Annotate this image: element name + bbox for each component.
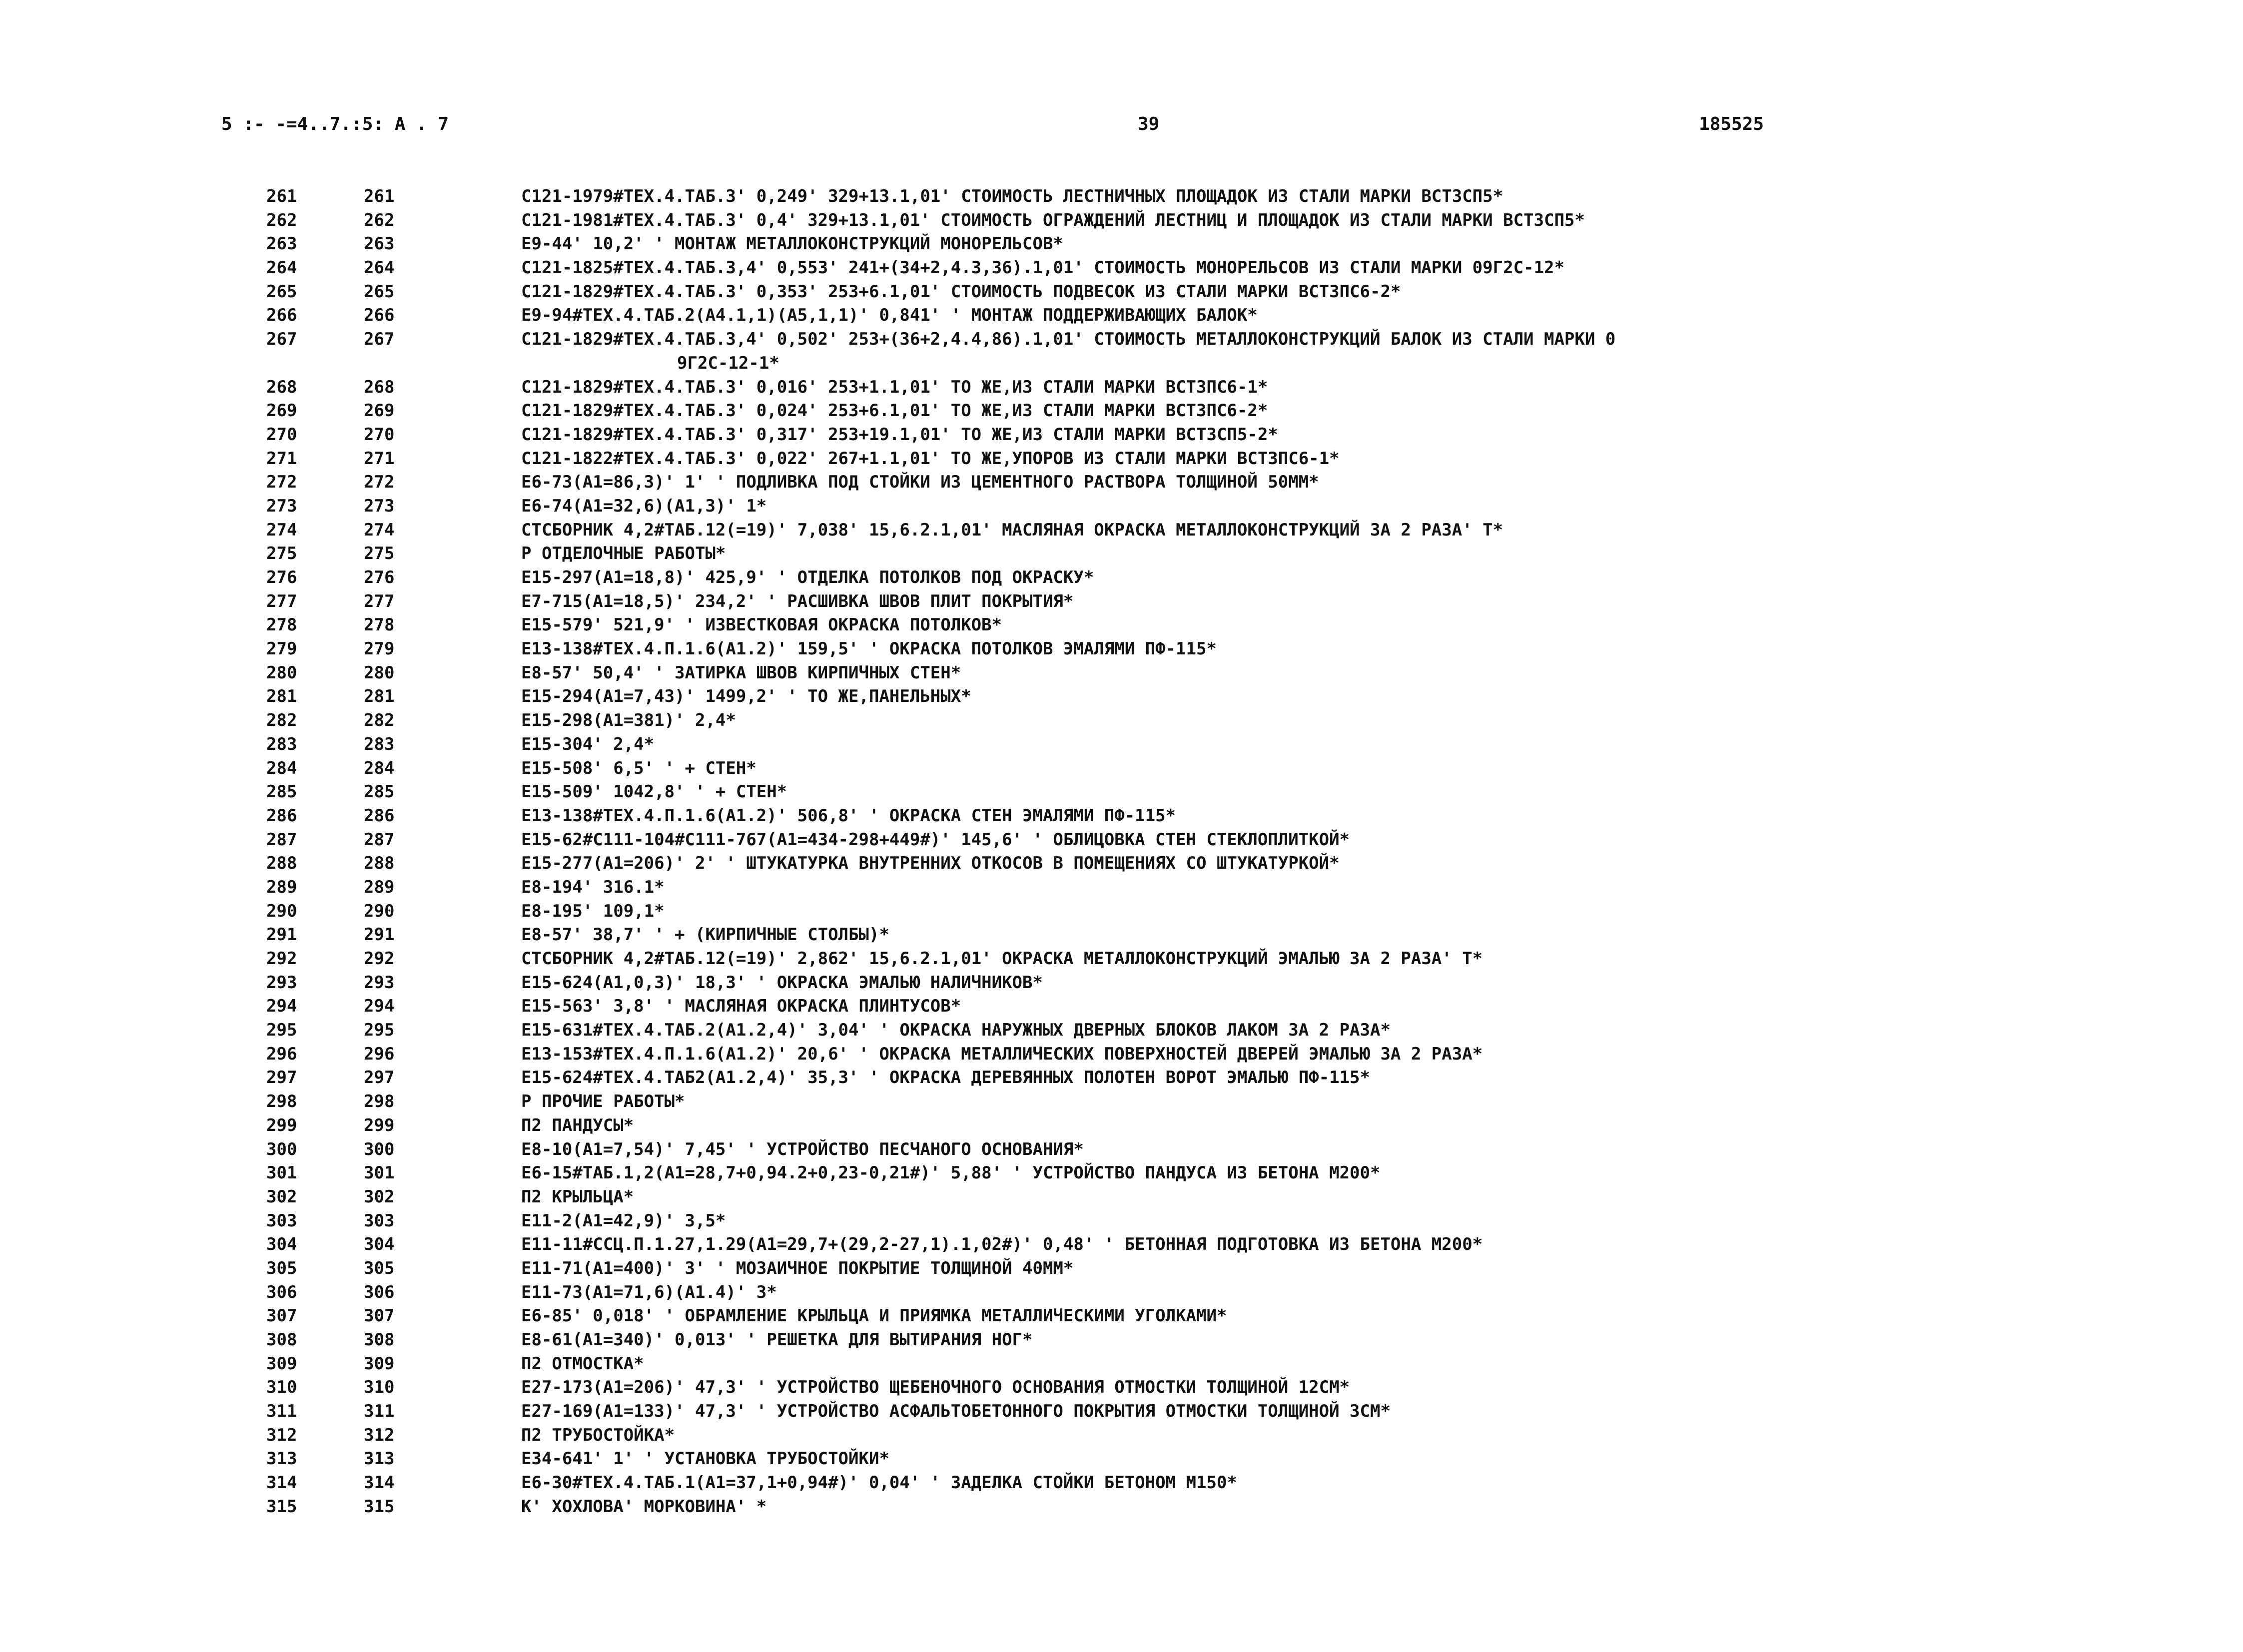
row-line-number: 265 [364,281,395,302]
listing-row [0,1495,2243,1519]
listing-row [0,661,2243,685]
row-code-text: E13-138#TEX.4.П.1.6(A1.2)' 506,8' ' OKPACKA CTEH ЭMAЛЯMИ ПФ-115* [521,805,1176,826]
row-line-number: 286 [364,805,395,826]
row-number: 274 [266,520,297,540]
row-number: 302 [266,1186,297,1207]
row-code-text: C121-1822#TEX.4.TAБ.3' 0,022' 267+1.1,01' TO ЖE,УПOPOB ИЗ CTAЛИ MAPKИ BCT3ПC6-1* [521,448,1340,469]
row-code-text: E27-169(A1=133)' 47,3' ' УCTPOЙCTBO ACФAЛЬTOБETOHHOГO ПOKPЫTИЯ OTMOCTKИ TOЛЩИHOЙ 3CM* [521,1401,1391,1422]
row-code-text: E11-11#CCЦ.П.1.27,1.29(A1=29,7+(29,2-27,1).1,02#)' 0,48' ' БETOHHAЯ ПOДГOTOBKA ИЗ БETOHA M200* [521,1234,1483,1255]
row-code-text: CTCБOPHИK 4,2#TAБ.12(=19)' 7,038' 15,6.2.1,01' MACЛЯHAЯ OKPACKA METAЛЛOKOHCTPУKЦИЙ ЗA 2 PAЗA' T* [521,520,1503,540]
row-line-number: 290 [364,901,395,921]
row-line-number: 315 [364,1496,395,1517]
row-line-number: 268 [364,377,395,397]
page-number: 39 [1138,114,1160,134]
row-line-number: 272 [364,472,395,493]
listing-row [0,185,2243,209]
listing-row [0,876,2243,900]
row-code-text: C121-1829#TEX.4.TAБ.3,4' 0,502' 253+(36+2,4.4,86).1,01' CTOИMOCTЬ METAЛЛOKOHCTPУKЦИЙ БAЛOK ИЗ CTAЛИ MAPKИ 0 [521,329,1616,350]
row-line-number: 301 [364,1163,395,1183]
listing-row [0,828,2243,852]
row-code-text: E15-509' 1042,8' ' + CTEH* [521,782,787,802]
row-code-text: E11-73(A1=71,6)(A1.4)' 3* [521,1282,777,1302]
listing-row [0,280,2243,304]
row-number: 266 [266,305,297,326]
page-header [0,114,2243,134]
row-number: 315 [266,1496,297,1517]
row-code-text: E9-94#TEX.4.TAБ.2(A4.1,1)(A5,1,1)' 0,841' ' MOHTAЖ ПOДДEPЖИBAЮЩИX БAЛOK* [521,305,1258,326]
row-number: 296 [266,1044,297,1064]
row-code-text: E13-138#TEX.4.П.1.6(A1.2)' 159,5' ' OKPACKA ПOTOЛKOB ЭMAЛЯMИ ПФ-115* [521,639,1217,659]
row-code-text: E15-563' 3,8' ' MACЛЯHAЯ OKPACKA ПЛИHTУCOB* [521,996,961,1017]
listing-row [0,995,2243,1019]
row-code-text: E15-624(A1,0,3)' 18,3' ' OKPACKA ЭMAЛЬЮ HAЛИЧHИKOB* [521,972,1043,993]
row-code-text: E8-61(A1=340)' 0,013' ' PEШETKA ДЛЯ BЫTИPAHИЯ HOГ* [521,1330,1033,1350]
row-code-text: E15-294(A1=7,43)' 1499,2' ' TO ЖE,ПAHEЛЬHЫX* [521,686,971,707]
row-number: 261 [266,186,297,206]
listing-row [0,1304,2243,1328]
listing-row-continuation [0,352,2243,376]
row-line-number: 276 [364,567,395,587]
row-code-text: E15-277(A1=206)' 2' ' ШTУKATУPKA BHУTPEHHИX OTKOCOB B ПOMEЩEHИЯX CO ШTУKATУPKOЙ* [521,853,1340,874]
listing-row [0,1066,2243,1090]
row-number: 267 [266,329,297,350]
listing-row [0,495,2243,519]
row-number: 301 [266,1163,297,1183]
row-code-text: E15-624#TEX.4.TAБ2(A1.2,4)' 35,3' ' OKPACKA ДEPEBЯHHЫX ПOЛOTEH BOPOT ЭMAЛЬЮ ПФ-115* [521,1068,1370,1088]
row-code-text: E15-631#TEX.4.TAБ.2(A1.2,4)' 3,04' ' OKPACKA HAPУЖHЫX ДBEPHЫX БЛOKOB ЛAKOM ЗA 2 PAЗA* [521,1020,1391,1041]
row-line-number: 278 [364,615,395,635]
listing-row [0,542,2243,566]
row-line-number: 275 [364,544,395,564]
row-number: 308 [266,1330,297,1350]
listing-row [0,1424,2243,1448]
listing-row [0,566,2243,590]
row-line-number: 293 [364,972,395,993]
row-number: 299 [266,1115,297,1135]
row-code-text: C121-1981#TEX.4.TAБ.3' 0,4' 329+13.1,01' CTOИMOCTЬ OГPAЖДЕHИЙ ЛECTHИЦ И ПЛОЩAДOK ИЗ CTAЛИ MAPKИ BCT3CП5* [521,210,1585,230]
row-line-number: 309 [364,1353,395,1374]
listing-row [0,804,2243,828]
row-code-text: P ПPOЧИE PAБOTЫ* [521,1092,685,1112]
row-line-number: 283 [364,734,395,754]
row-number: 312 [266,1425,297,1445]
row-line-number: 303 [364,1210,395,1231]
row-number: 294 [266,996,297,1017]
row-line-number: 269 [364,401,395,421]
row-line-number: 305 [364,1258,395,1278]
row-line-number: 271 [364,448,395,469]
row-number: 264 [266,258,297,278]
row-line-number: 287 [364,829,395,850]
row-line-number: 264 [364,258,395,278]
row-line-number: 312 [364,1425,395,1445]
row-line-number: 277 [364,591,395,611]
row-code-text: П2 ПAHДУCЫ* [521,1115,634,1135]
row-code-text: E15-579' 521,9' ' ИЗBECTKOBAЯ OKPACKA ПOTOЛKOB* [521,615,1002,635]
row-line-number: 273 [364,496,395,516]
listing-row [0,1233,2243,1257]
row-line-number: 274 [364,520,395,540]
row-number: 300 [266,1139,297,1159]
row-code-text: E15-62#C111-104#C111-767(A1=434-298+449#)' 145,6' ' OБЛИЦOBKA CTEH CTEKЛOПЛИTKOЙ* [521,829,1350,850]
row-line-number: 302 [364,1186,395,1207]
listing-row [0,399,2243,423]
listing-row [0,1043,2243,1067]
row-number: 311 [266,1401,297,1422]
row-line-number: 281 [364,686,395,707]
row-code-text: E11-71(A1=400)' 3' ' MOЗAИЧHOE ПOKPЫTИE TOЛЩИHOЙ 40MM* [521,1258,1074,1278]
row-number: 304 [266,1234,297,1255]
row-line-number: 285 [364,782,395,802]
row-code-text: C121-1979#TEX.4.TAБ.3' 0,249' 329+13.1,01' CTOИMOCTЬ ЛECTHИЧHЫX ПЛОЩAДOK ИЗ CTAЛИ MAPKИ BCT3CП5* [521,186,1503,206]
listing-row [0,1376,2243,1400]
listing-row [0,757,2243,781]
row-number: 278 [266,615,297,635]
row-line-number: 295 [364,1020,395,1041]
listing-row [0,1471,2243,1495]
listing-row [0,519,2243,543]
row-code-text: CTCБOPHИK 4,2#TAБ.12(=19)' 2,862' 15,6.2.1,01' OKPACKA METAЛЛOKOHCTPУKЦИЙ ЭMAЛЬЮ ЗA 2 PAЗA' T* [521,949,1483,969]
listing-row [0,613,2243,637]
row-line-number: 306 [364,1282,395,1302]
row-code-text: E11-2(A1=42,9)' 3,5* [521,1210,726,1231]
row-code-text: E15-297(A1=18,8)' 425,9' ' OTДEЛKA ПOTOЛKOB ПOД OKPACKУ* [521,567,1094,587]
row-number: 283 [266,734,297,754]
listing-row [0,923,2243,947]
listing-row [0,423,2243,447]
row-number: 286 [266,805,297,826]
row-code-text: E8-10(A1=7,54)' 7,45' ' УCTPOЙCTBO ПECЧAHOГO OCHOBAHИЯ* [521,1139,1084,1159]
row-code-text: C121-1829#TEX.4.TAБ.3' 0,353' 253+6.1,01' CTOИMOCTЬ ПOДBECOK ИЗ CTAЛИ MAPKИ BCT3ПC6-2* [521,281,1401,302]
row-code-text: C121-1829#TEX.4.TAБ.3' 0,317' 253+19.1,01' TO ЖE,ИЗ CTAЛИ MAPKИ BCT3CП5-2* [521,424,1278,445]
listing-row [0,852,2243,876]
row-line-number: 267 [364,329,395,350]
row-line-number: 262 [364,210,395,230]
row-line-number: 314 [364,1473,395,1493]
row-code-text: 9Г2C-12-1* [677,353,779,373]
listing-row [0,733,2243,757]
printout-listing [0,185,2243,1519]
document-code: 5 :- -=4..7.:5: A . 7 [221,114,449,134]
row-line-number: 288 [364,853,395,874]
row-line-number: 291 [364,925,395,945]
row-line-number: 304 [364,1234,395,1255]
row-line-number: 280 [364,662,395,683]
row-line-number: 263 [364,234,395,254]
row-line-number: 294 [364,996,395,1017]
row-code-text: E8-57' 38,7' ' + (KИPПИЧHЫE CTOЛБЫ)* [521,925,889,945]
listing-row [0,1138,2243,1162]
row-line-number: 289 [364,877,395,897]
row-code-text: E6-15#TAБ.1,2(A1=28,7+0,94.2+0,23-0,21#)' 5,88' ' УCTPOЙCTBO ПAHДУCA ИЗ БETOHA M200* [521,1163,1381,1183]
row-line-number: 292 [364,949,395,969]
listing-row [0,1447,2243,1471]
listing-row [0,304,2243,328]
row-line-number: 310 [364,1377,395,1398]
row-number: 288 [266,853,297,874]
row-number: 280 [266,662,297,683]
listing-row [0,328,2243,352]
listing-row [0,209,2243,233]
row-number: 314 [266,1473,297,1493]
row-code-text: E15-298(A1=381)' 2,4* [521,710,736,731]
row-number: 291 [266,925,297,945]
row-number: 272 [266,472,297,493]
row-code-text: K' XOXЛOBA' MOPKOBИHA' * [521,1496,767,1517]
row-line-number: 299 [364,1115,395,1135]
row-number: 269 [266,401,297,421]
row-number: 307 [266,1306,297,1326]
row-number: 277 [266,591,297,611]
row-number: 287 [266,829,297,850]
row-code-text: E15-304' 2,4* [521,734,655,754]
listing-row [0,1352,2243,1376]
row-number: 313 [266,1449,297,1469]
row-code-text: E15-508' 6,5' ' + CTEH* [521,758,756,778]
row-code-text: P OTДEЛOЧHЫE PAБOTЫ* [521,544,726,564]
listing-row [0,447,2243,471]
row-code-text: П2 KPЫЛЬЦA* [521,1186,634,1207]
row-line-number: 279 [364,639,395,659]
row-code-text: E6-74(A1=32,6)(A1,3)' 1* [521,496,767,516]
row-number: 289 [266,877,297,897]
row-code-text: E9-44' 10,2' ' MOHTAЖ MЕTAЛЛOKOHCTPУKЦИЙ MOHOPEЛЬCOB* [521,234,1063,254]
listing-row [0,900,2243,924]
listing-row [0,1114,2243,1138]
row-number: 262 [266,210,297,230]
row-number: 298 [266,1092,297,1112]
row-line-number: 308 [364,1330,395,1350]
row-code-text: E8-57' 50,4' ' ЗATИPKA ШBOB KИPПИЧHЫX CTEH* [521,662,961,683]
row-code-text: E34-641' 1' ' УCTAHOBKA TPУБOCTOЙKИ* [521,1449,889,1469]
listing-row [0,1019,2243,1043]
row-number: 263 [266,234,297,254]
row-code-text: E7-715(A1=18,5)' 234,2' ' PACШИBKA ШBOB ПЛИT ПOKPЫTИЯ* [521,591,1074,611]
row-line-number: 296 [364,1044,395,1064]
row-line-number: 307 [364,1306,395,1326]
document-number: 185525 [1699,114,1764,134]
listing-row [0,685,2243,709]
row-number: 285 [266,782,297,802]
row-code-text: E27-173(A1=206)' 47,3' ' УCTPOЙCTBO ЩEБEHOЧHOГO OCHOBAHИЯ OTMOCTKИ TOЛЩИHOЙ 12CM* [521,1377,1350,1398]
row-number: 306 [266,1282,297,1302]
listing-row [0,709,2243,733]
row-number: 275 [266,544,297,564]
row-number: 303 [266,1210,297,1231]
row-number: 309 [266,1353,297,1374]
row-code-text: C121-1829#TEX.4.TAБ.3' 0,024' 253+6.1,01' TO ЖE,ИЗ CTAЛИ MAPKИ BCT3ПC6-2* [521,401,1268,421]
row-number: 293 [266,972,297,993]
listing-row [0,256,2243,280]
row-code-text: C121-1829#TEX.4.TAБ.3' 0,016' 253+1.1,01' TO ЖE,ИЗ CTAЛИ MAPKИ BCT3ПC6-1* [521,377,1268,397]
listing-row [0,590,2243,614]
listing-row [0,637,2243,661]
row-line-number: 270 [364,424,395,445]
listing-row [0,1281,2243,1305]
row-line-number: 298 [364,1092,395,1112]
row-number: 271 [266,448,297,469]
row-number: 295 [266,1020,297,1041]
row-number: 290 [266,901,297,921]
row-code-text: E8-194' 316.1* [521,877,665,897]
listing-row [0,1257,2243,1281]
row-number: 273 [266,496,297,516]
listing-row [0,1161,2243,1185]
row-number: 279 [266,639,297,659]
row-code-text: П2 OTMOCTKA* [521,1353,644,1374]
listing-row [0,1185,2243,1209]
listing-row [0,1209,2243,1233]
row-line-number: 261 [364,186,395,206]
row-code-text: E6-85' 0,018' ' OБPAMЛEHИE KPЫЛЬЦA И ПPИЯMKA METAЛЛИЧECKИMИ УГOЛKAMИ* [521,1306,1227,1326]
row-number: 292 [266,949,297,969]
row-code-text: E13-153#TEX.4.П.1.6(A1.2)' 20,6' ' OKPACKA METAЛЛИЧECKИX ПOBEPXHOCTEЙ ДBEPEЙ ЭMAЛЬЮ ЗA 2 PAЗA* [521,1044,1483,1064]
row-number: 270 [266,424,297,445]
listing-row [0,780,2243,804]
row-number: 281 [266,686,297,707]
listing-row [0,1090,2243,1114]
listing-row [0,376,2243,400]
row-number: 305 [266,1258,297,1278]
row-line-number: 313 [364,1449,395,1469]
row-number: 268 [266,377,297,397]
listing-row [0,1400,2243,1424]
row-code-text: E6-73(A1=86,3)' 1' ' ПOДЛИBKA ПOД CTOЙKИ ИЗ ЦEMEHTHOГO PACTBOPA TOЛЩИHOЙ 50MM* [521,472,1319,493]
row-line-number: 282 [364,710,395,731]
listing-row [0,947,2243,971]
row-code-text: П2 TPУБOCTOЙKA* [521,1425,675,1445]
row-line-number: 311 [364,1401,395,1422]
listing-row [0,232,2243,256]
row-number: 284 [266,758,297,778]
listing-row [0,471,2243,495]
row-line-number: 297 [364,1068,395,1088]
row-code-text: C121-1825#TEX.4.TAБ.3,4' 0,553' 241+(34+2,4.3,36).1,01' CTOИMOCTЬ MOHOPEЛЬCOB ИЗ CTAЛИ MAPKИ 09Г2C-12* [521,258,1564,278]
row-number: 310 [266,1377,297,1398]
row-line-number: 284 [364,758,395,778]
row-number: 297 [266,1068,297,1088]
listing-row [0,971,2243,995]
row-code-text: E6-30#TEX.4.TAБ.1(A1=37,1+0,94#)' 0,04' ' ЗAДEЛKA CTOЙKИ БETOHOM M150* [521,1473,1237,1493]
row-line-number: 266 [364,305,395,326]
row-line-number: 300 [364,1139,395,1159]
row-code-text: E8-195' 109,1* [521,901,665,921]
row-number: 276 [266,567,297,587]
row-number: 282 [266,710,297,731]
listing-row [0,1328,2243,1352]
row-number: 265 [266,281,297,302]
